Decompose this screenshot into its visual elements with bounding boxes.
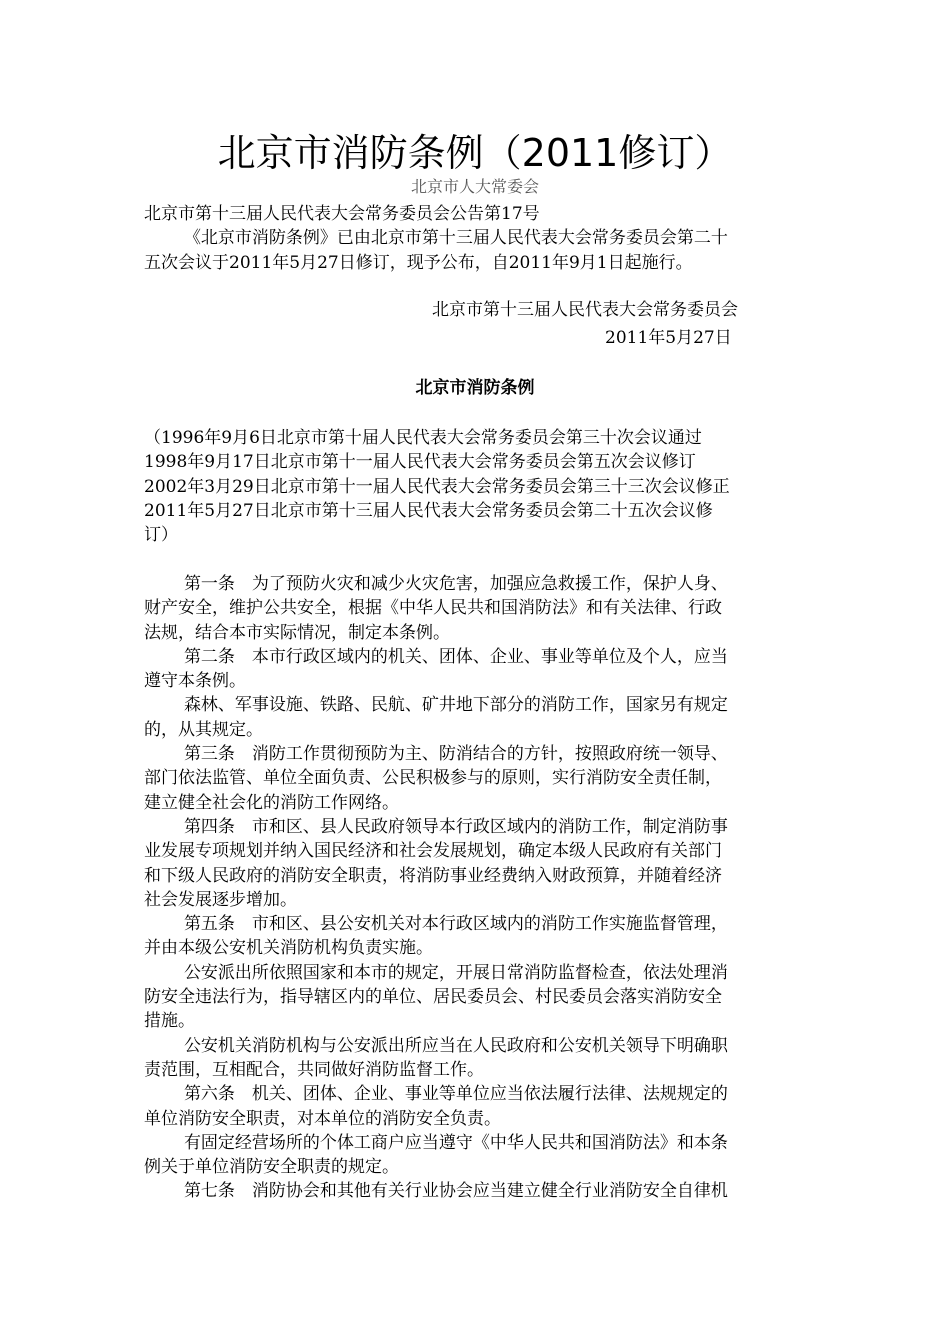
article-line: 防安全违法行为，指导辖区内的单位、居民委员会、村民委员会落实消防安全 — [144, 987, 722, 1008]
history-line: 1998年9月17日北京市第十一届人民代表大会常务委员会第五次会议修订 — [144, 452, 696, 473]
article-line: 第六条 机关、团体、企业、事业等单位应当依法履行法律、法规规定的 — [183, 1084, 728, 1105]
article-line: 的，从其规定。 — [144, 719, 263, 740]
article-paragraph — [144, 1179, 806, 1203]
article-line: 财产安全，维护公共安全，根据《中华人民共和国消防法》和有关法律、行政 — [144, 598, 722, 619]
history-line: 2011年5月27日北京市第十三届人民代表大会常务委员会第二十五次会议修 — [144, 500, 713, 521]
article-line: 第五条 市和区、县公安机关对本行政区域内的消防工作实施监督管理， — [183, 914, 728, 935]
announcement-text-line: 《北京市消防条例》已由北京市第十三届人民代表大会常务委员会第二十 — [183, 228, 728, 249]
article-paragraph — [144, 572, 806, 645]
article-line: 第四条 市和区、县人民政府领导本行政区域内的消防工作，制定消防事 — [183, 816, 728, 837]
article-line: 并由本级公安机关消防机构负责实施。 — [144, 938, 433, 959]
article-line: 森林、军事设施、铁路、民航、矿井地下部分的消防工作，国家另有规定 — [183, 695, 728, 716]
article-line: 第七条 消防协会和其他有关行业协会应当建立健全行业消防安全自律机 — [183, 1181, 728, 1202]
article-paragraph — [144, 1131, 806, 1180]
history-line: 2002年3月29日北京市第十一届人民代表大会常务委员会第三十三次会议修正 — [144, 476, 730, 497]
revision-history — [144, 426, 806, 547]
article-line: 责范围，互相配合，共同做好消防监督工作。 — [144, 1059, 484, 1080]
article-line: 建立健全社会化的消防工作网络。 — [144, 792, 399, 813]
article-line: 第三条 消防工作贯彻预防为主、防消结合的方针，按照政府统一领导、 — [183, 744, 728, 765]
article-paragraph — [144, 693, 806, 742]
article-line: 部门依法监管、单位全面负责、公民积极参与的原则，实行消防安全责任制， — [144, 768, 722, 789]
article-line: 法规，结合本市实际情况，制定本条例。 — [144, 622, 450, 643]
article-paragraph — [144, 815, 806, 912]
issuer: 北京市人大常委会 — [410, 177, 539, 196]
announcement-number: 北京市第十三届人民代表大会常务委员会公告第17号 — [144, 204, 540, 224]
article-paragraph — [144, 645, 806, 694]
article-line: 例关于单位消防安全职责的规定。 — [144, 1157, 399, 1178]
signatory: 北京市第十三届人民代表大会常务委员会 — [432, 300, 738, 320]
history-line: 订） — [144, 525, 178, 546]
announcement-text-line: 五次会议于2011年5月27日修订，现予公布，自2011年9月1日起施行。 — [144, 252, 693, 273]
article-paragraph — [144, 1034, 806, 1083]
article-line: 公安派出所依照国家和本市的规定，开展日常消防监督检查，依法处理消 — [183, 962, 728, 983]
signature-date: 2011年5月27日 — [605, 328, 732, 348]
announcement — [144, 202, 806, 275]
article-paragraph — [144, 961, 806, 1034]
article-line: 业发展专项规划并纳入国民经济和社会发展规划，确定本级人民政府有关部门 — [144, 841, 722, 862]
article-line: 有固定经营场所的个体工商户应当遵守《中华人民共和国消防法》和本条 — [183, 1132, 728, 1153]
article-line: 第二条 本市行政区域内的机关、团体、企业、事业等单位及个人，应当 — [183, 646, 728, 667]
article-line: 和下级人民政府的消防安全职责，将消防事业经费纳入财政预算，并随着经济 — [144, 865, 722, 886]
article-line: 社会发展逐步增加。 — [144, 889, 297, 910]
article-paragraph — [144, 1082, 806, 1131]
article-paragraph — [144, 742, 806, 815]
article-paragraph — [144, 912, 806, 961]
article-line: 遵守本条例。 — [144, 671, 246, 692]
article-line: 单位消防安全职责，对本单位的消防安全负责。 — [144, 1108, 501, 1129]
article-line: 第一条 为了预防火灾和减少火灾危害，加强应急救援工作，保护人身、 — [183, 574, 728, 594]
articles — [144, 572, 806, 1204]
article-line: 公安机关消防机构与公安派出所应当在人民政府和公安机关领导下明确职 — [183, 1035, 728, 1056]
document-title: 北京市消防条例（2011修订） — [217, 131, 733, 175]
regulation-title: 北京市消防条例 — [415, 378, 535, 398]
history-line: （1996年9月6日北京市第十届人民代表大会常务委员会第三十次会议通过 — [144, 428, 702, 448]
article-line: 措施。 — [144, 1011, 195, 1032]
